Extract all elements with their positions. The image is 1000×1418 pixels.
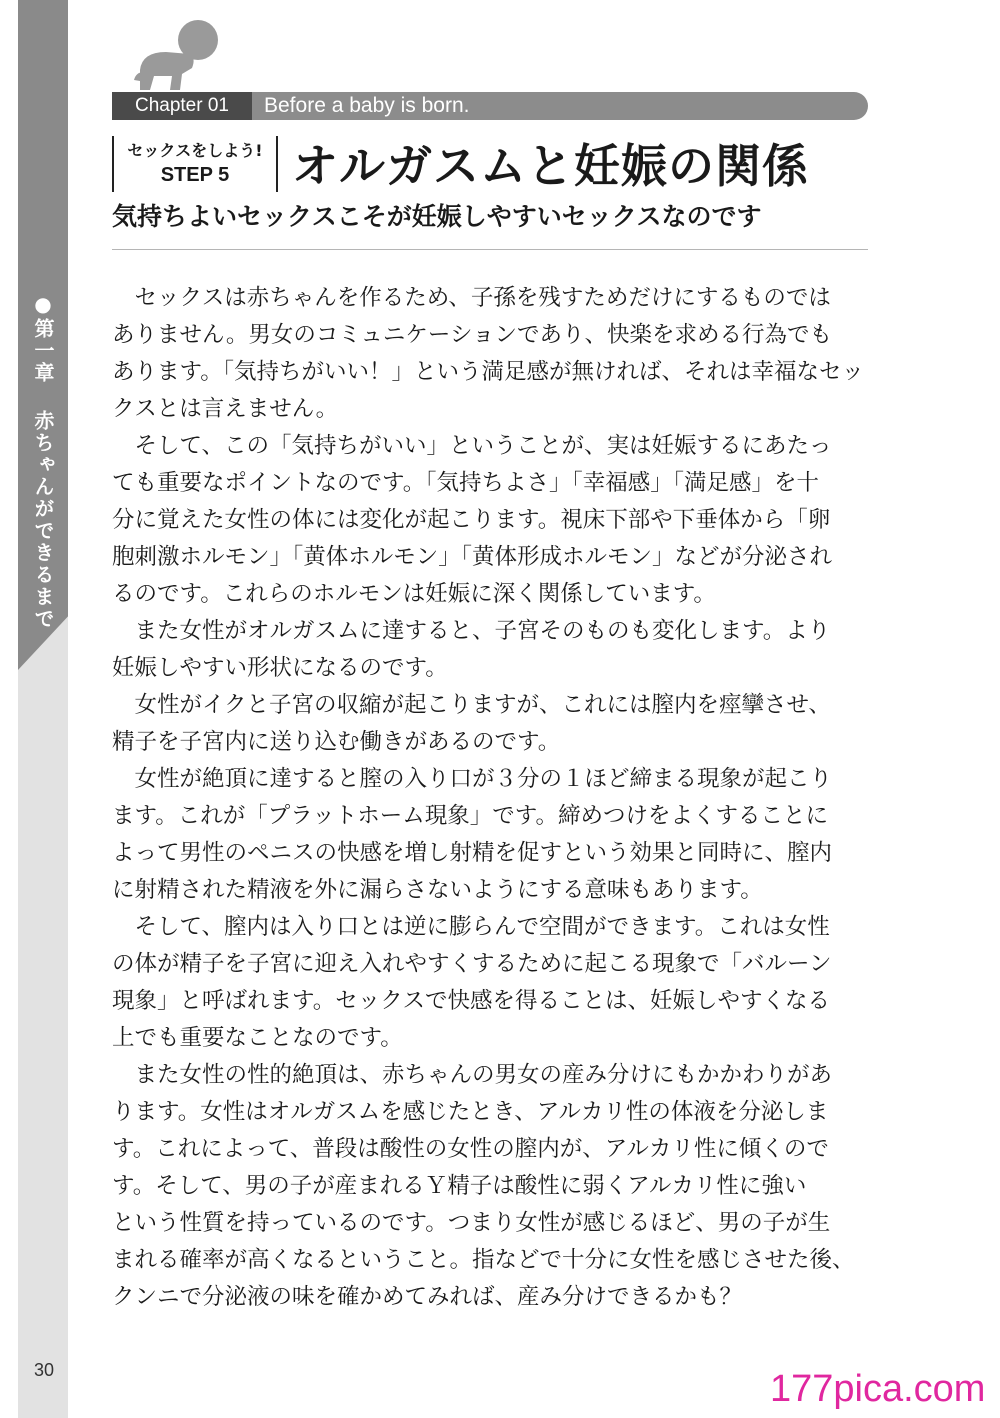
body-line: また女性の性的絶頂は、赤ちゃんの男女の産み分けにもかかわりがあ (112, 1062, 833, 1088)
body-line: ます。これが「プラットホーム現象」です。締めつけをよくすることに (112, 803, 828, 829)
body-line: ても重要なポイントなのです。「気持ちよさ」「幸福感」「満足感」を十 (112, 470, 819, 496)
body-line: ります。女性はオルガスムを感じたとき、アルカリ性の体液を分泌しま (112, 1099, 829, 1125)
body-line: 分に覚えた女性の体には変化が起こります。視床下部や下垂体から「卵 (112, 507, 831, 533)
side-tab-chapter-number: ●第一章 (31, 292, 55, 384)
step-box (112, 136, 278, 192)
step-heading: セックスをしよう! (127, 141, 263, 160)
body-line: セックスは赤ちゃんを作るため、子孫を残すためだけにするものでは (112, 285, 831, 311)
step-number: STEP 5 (160, 164, 230, 186)
chapter-label: Chapter 01 (112, 92, 252, 120)
crawling-baby-icon (132, 18, 222, 90)
body-line: 上でも重要なことなのです。 (112, 1025, 403, 1051)
body-line: 妊娠しやすい形状になるのです。 (112, 655, 448, 681)
body-text (112, 280, 882, 1316)
body-line: に射精された精液を外に漏らさないようにする意味もあります。 (112, 877, 763, 903)
side-tab-label (26, 292, 60, 630)
body-line: という性質を持っているのです。つまり女性が感じるほど、男の子が生 (112, 1210, 831, 1236)
body-line: す。そして、男の子が産まれるＹ精子は酸性に弱くアルカリ性に強い (112, 1173, 807, 1199)
body-line: また女性がオルガスムに達すると、子宮そのものも変化します。より (112, 618, 831, 644)
body-line: 女性がイクと子宮の収縮が起こりますが、これには膣内を痙攣させ、 (112, 692, 831, 718)
side-tab-chapter-title: 赤ちゃんができるまで (31, 410, 55, 630)
chapter-subtitle: Before a baby is born. (264, 94, 470, 117)
body-line: クンニで分泌液の味を確かめてみれば、産み分けできるかも？ (112, 1284, 743, 1310)
body-line: 精子を子宮内に送り込む働きがあるのです。 (112, 729, 561, 755)
body-line: クスとは言えません。 (112, 396, 339, 422)
body-line: 現象」と呼ばれます。セックスで快感を得ることは、妊娠しやすくなる (112, 988, 830, 1014)
body-line: そして、この「気持ちがいい」ということが、実は妊娠するにあたっ (112, 433, 832, 459)
watermark: 177pica.com (770, 1368, 986, 1410)
page-subtitle: 気持ちよいセックスこそが妊娠しやすいセックスなのです (112, 202, 762, 231)
body-line: の体が精子を子宮に迎え入れやすくするために起こる現象で「バルーン (112, 951, 832, 977)
body-line: 女性が絶頂に達すると膣の入り口が３分の１ほど締まる現象が起こり (112, 766, 833, 792)
divider (112, 249, 868, 250)
page-number: 30 (34, 1360, 55, 1380)
page-title: オルガスムと妊娠の関係 (292, 139, 809, 193)
body-line: まれる確率が高くなるということ。指などで十分に女性を感じさせた後、 (112, 1247, 855, 1273)
body-line: あります。「気持ちがいい！」という満足感が無ければ、それは幸福なセッ (112, 359, 864, 385)
body-line: よって男性のペニスの快感を増し射精を促すという効果と同時に、膣内 (112, 840, 833, 866)
body-line: るのです。これらのホルモンは妊娠に深く関係しています。 (112, 581, 716, 607)
body-line: 胞刺激ホルモン」「黄体ホルモン」「黄体形成ホルモン」などが分泌され (112, 544, 833, 570)
chapter-header-bar (112, 92, 868, 120)
body-line: ありません。男女のコミュニケーションであり、快楽を求める行為でも (112, 322, 833, 348)
body-line: そして、膣内は入り口とは逆に膨らんで空間ができます。これは女性 (112, 914, 830, 940)
body-line: す。これによって、普段は酸性の女性の膣内が、アルカリ性に傾くので (112, 1136, 829, 1162)
